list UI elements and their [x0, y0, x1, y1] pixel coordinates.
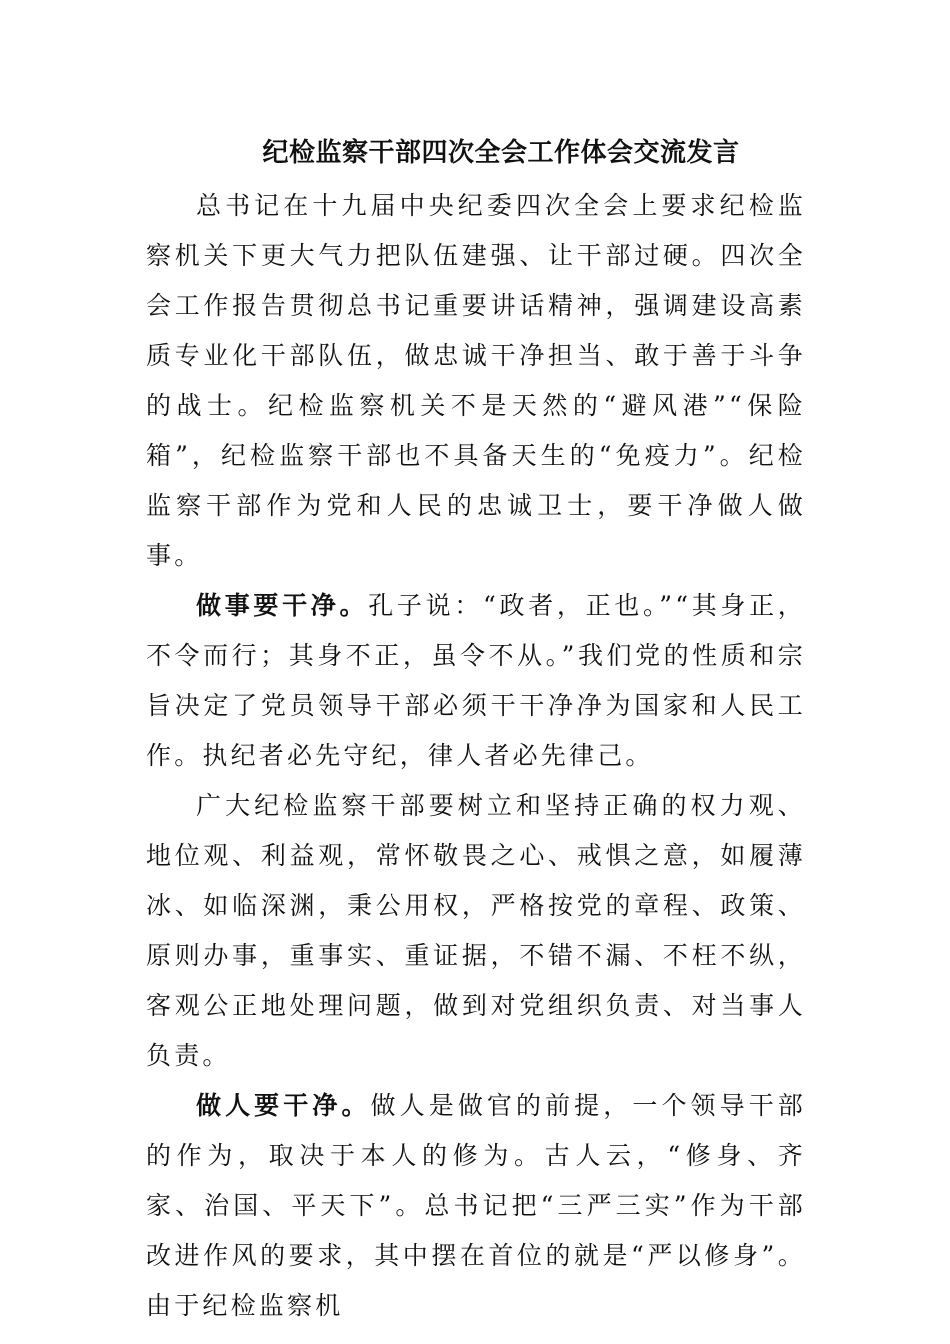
paragraph-text: 孔子说：“政者，正也。”“其身正，不令而行；其身不正，虽令不从。”我们党的性质和宗旨决定了党员领导干部必须干干净净为国家和人民工作。执纪者必先守纪，律人者必先律己。 [146, 591, 806, 770]
paragraph-lead-heading: 做事要干净。 [196, 591, 369, 620]
paragraph-work-clean [146, 581, 806, 781]
document-body [146, 181, 806, 1331]
document-title: 纪检监察干部四次全会工作体会交流发言 [262, 138, 740, 168]
paragraph-text: 做人是做官的前提，一个领导干部的作为，取决于本人的修为。古人云，“修身、齐家、治国、平天下”。总书记把“三严三实”作为干部改进作风的要求，其中摆在首位的就是“严以修身”。由于纪检监察机 [146, 1091, 806, 1320]
paragraph-text: 广大纪检监察干部要树立和坚持正确的权力观、地位观、利益观，常怀敬畏之心、戒惧之意，如履薄冰、如临深渊，秉公用权，严格按党的章程、政策、原则办事，重事实、重证据，不错不漏、不枉不纵，客观公正地处理问题，做到对党组织负责、对当事人负责。 [146, 791, 806, 1070]
paragraph-lead-heading: 做人要干净。 [196, 1091, 371, 1120]
paragraph-person-clean [146, 1081, 806, 1331]
paragraph-intro [146, 181, 806, 581]
paragraph-power-view [146, 781, 806, 1081]
paragraph-text: 总书记在十九届中央纪委四次全会上要求纪检监察机关下更大气力把队伍建强、让干部过硬。四次全会工作报告贯彻总书记重要讲话精神，强调建设高素质专业化干部队伍，做忠诚干净担当、敢于善于斗争的战士。纪检监察机关不是天然的“避风港”“保险箱”，纪检监察干部也不具备天生的“免疫力”。纪检监察干部作为党和人民的忠诚卫士，要干净做人做事。 [146, 191, 806, 570]
